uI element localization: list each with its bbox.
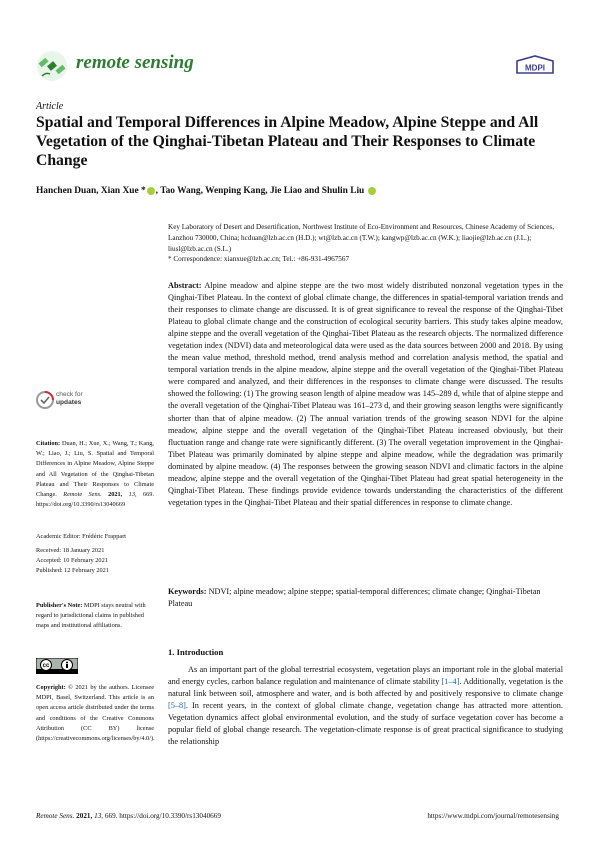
satellite-logo-icon xyxy=(36,50,68,82)
publisher-note-text: MDPI stays neutral with regard to jurisdictional claims in published maps and institutional affiliations. xyxy=(36,602,146,630)
footer-doi[interactable]: , 669. https://doi.org/10.3390/rs13040669 xyxy=(101,812,221,820)
copyright xyxy=(36,683,154,744)
author-list xyxy=(36,186,377,196)
footer-journal: Remote Sens. xyxy=(36,812,75,820)
journal-name: remote sensing xyxy=(76,52,194,73)
abstract xyxy=(168,280,563,509)
publisher-note xyxy=(36,601,154,632)
intro-text-1: As an important part of the global terrestrial ecosystem, vegetation plays an important role in the global material and energy cycles, carbon balance regulation and maintenance of climate stability xyxy=(168,665,563,687)
accepted-date: Accepted: 10 February 2021 xyxy=(36,557,108,565)
intro-paragraph xyxy=(168,664,563,748)
citation-label: Citation: xyxy=(36,440,61,447)
intro-text-3: . In recent years, in the context of global climate change, vegetation change has attracted more attention. Vegetation dynamics affect global environmental evolution, and the study of surface vegetation cover has become a popular field of global change research. The vegetation-climate response is of great practical significance to studying the relationship xyxy=(168,701,563,747)
reference-link[interactable]: [1–4] xyxy=(441,677,460,687)
abstract-text: Alpine meadow and alpine steppe are the two most widely distributed nonzonal vegetation types in the Qinghai-Tibet Plateau. In the context of global climate change, the differences in spatial-temporal variation trends and their responses to climate change are discussed. It is of great significance to reveal the response of the Qinghai-Tibet Plateau to global climate change and the construction of ecological security barriers. This study takes alpine meadow, alpine steppe and the overall vegetation of the Qinghai-Tibet Plateau as the research objects. The normalized difference vegetation index (NDVI) data and meteorological data were used as the data sources between 2000 and 2018. By using the mean value method, threshold method, trend analysis method and correlation analysis method, the spatial and temporal variation trends in the alpine meadow, alpine steppe and the overall vegetation of the Qinghai-Tibet Plateau were compared and analyzed, and their differences in the responses to climate change were discussed. The results showed the following: (1) The growing season length of alpine meadow was 145–289 d, while that of alpine steppe and the overall vegetation of the Qinghai-Tibet Plateau was 161–273 d, and their growing season lengths were significantly shorter than that of alpine meadow. (2) The annual variation trends of the growing season NDVI for the alpine meadow, alpine steppe and the overall vegetation of the Qinghai-Tibet Plateau increased obviously, but their fluctuation range and change rate were significantly different. (3) The overall vegetation improvement in the Qinghai-Tibet Plateau was primarily dominated by alpine steppe and alpine meadow, while the degradation was primarily dominated by alpine meadow. (4) The responses between the growing season NDVI and climatic factors in the alpine meadow, alpine steppe and the overall vegetation of the Qinghai-Tibet Plateau had great spatial heterogeneity in the Qinghai-Tibet Plateau. These findings provide evidence towards understanding the characteristics of the different vegetation types in the Qinghai-Tibet Plateau and their spatial differences in response to climate change. xyxy=(168,281,563,507)
footer-journal-url[interactable]: https://www.mdpi.com/journal/remotesensing xyxy=(427,812,559,820)
mdpi-logo-text: MDPI xyxy=(525,63,545,73)
article-type: Article xyxy=(36,101,64,112)
dates xyxy=(36,546,154,577)
footer-volume: 13 xyxy=(92,812,102,820)
orcid-icon[interactable] xyxy=(147,187,155,195)
keywords-text: NDVI; alpine meadow; alpine steppe; spatial-temporal differences; climate change; Qinghai-Tibetan Plateau xyxy=(168,587,541,609)
author-names-1: Hanchen Duan, Xian Xue * xyxy=(36,186,146,196)
orcid-icon[interactable] xyxy=(368,187,376,195)
mdpi-logo-icon xyxy=(515,55,555,75)
footer-citation xyxy=(36,812,221,820)
citation-text: Duan, H.; Xue, X.; Wang, T.; Kang, W.; Liao, J.; Liu, S. Spatial and Temporal Differences in Alpine Meadow, Alpine Steppe and All Vegetation of the Qinghai-Tibetan Plateau and Their Responses to Climate Change. xyxy=(36,440,154,499)
citation-journal: Remote Sens. xyxy=(63,491,102,499)
citation-volume: 13 xyxy=(122,491,135,499)
published-date: Published: 12 February 2021 xyxy=(36,567,109,575)
paper-title: Spatial and Temporal Differences in Alpine Meadow, Alpine Steppe and All Vegetation of the Qinghai-Tibetan Plateau and Their Responses to Climate Change xyxy=(36,114,539,169)
intro-text-2: . Additionally, vegetation is the natural link between soil, atmosphere and water, and is both affected by and positively responsive to climate change xyxy=(168,677,563,699)
section-heading: 1. Introduction xyxy=(168,647,224,657)
footer-year: 2021, xyxy=(74,812,93,820)
citation-doi[interactable]: , 669. https://doi.org/10.3390/rs13040669 xyxy=(36,491,154,509)
svg-text:cc: cc xyxy=(42,663,50,669)
academic-editor: Academic Editor: Frédéric Frappart xyxy=(36,533,127,540)
check-for-updates-label[interactable] xyxy=(56,391,83,406)
citation-year: 2021, xyxy=(101,491,123,499)
affiliation xyxy=(168,222,568,265)
copyright-text: © 2021 by the authors. Licensee MDPI, Basel, Switzerland. This article is an open access article distributed under the terms and conditions of the Creative Commons Attribution (CC BY) license (https://creativecommons.org/licenses/by/4.0/). xyxy=(36,684,155,743)
check-line2: updates xyxy=(56,398,82,406)
check-line1: check for xyxy=(56,391,83,398)
publisher-note-label: Publisher's Note: xyxy=(36,602,83,609)
keywords-label: Keywords: xyxy=(168,587,207,596)
abstract-label: Abstract: xyxy=(168,281,202,290)
copyright-label: Copyright: xyxy=(36,684,66,691)
cc-by-license-icon[interactable] xyxy=(36,658,78,674)
reference-link[interactable]: [5–8] xyxy=(168,701,186,711)
affiliation-text: Key Laboratory of Desert and Desertification, Northwest Institute of Eco-Environment and Resources, Chinese Academy of Sciences, Lanzhou 730000, China; hcduan@lzb.ac.cn (H.D.); wt@lzb.ac.cn (T.W.); kangwp@lzb.ac.cn (W.K.); liaojie@lzb.ac.cn (J.L.); liusl@lzb.ac.cn (S.L.) xyxy=(168,223,555,253)
author-names-2: , Tao Wang, Wenping Kang, Jie Liao and Shulin Liu xyxy=(155,186,365,196)
citation xyxy=(36,439,154,510)
correspondence: * Correspondence: xianxue@lzb.ac.cn; Tel.: +86-931-4967567 xyxy=(168,255,350,264)
keywords xyxy=(168,586,563,610)
received-date: Received: 18 January 2021 xyxy=(36,547,105,554)
